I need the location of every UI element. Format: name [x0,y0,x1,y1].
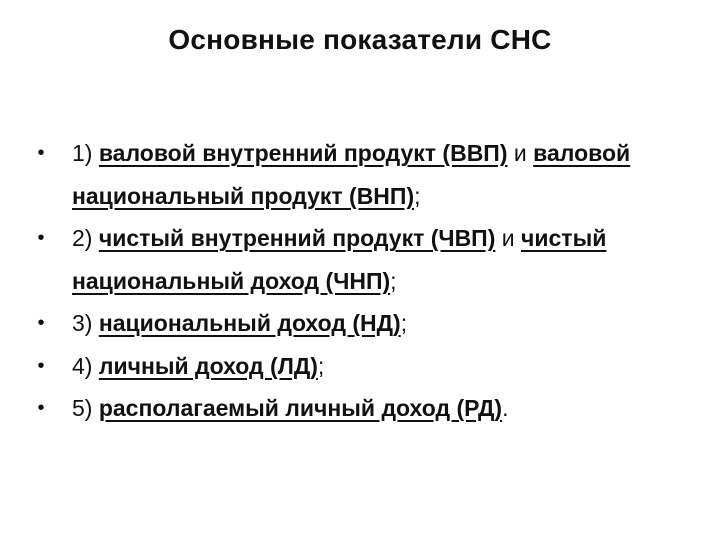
item-number: 4) [72,352,99,379]
bullet-icon: • [37,227,45,249]
item-end: ; [400,310,408,336]
term-gdp: валовой внутренний продукт (ВВП) [98,140,508,166]
list-item [36,302,676,345]
item-number: 5) [72,395,99,421]
item-number: 1) [72,140,99,166]
conjunction: и [495,225,522,251]
item-end: ; [414,182,421,209]
item-number: 3) [72,310,99,336]
bullet-icon: • [37,312,45,334]
term-ndp: чистый внутренний продукт (ЧВП) [98,225,496,251]
list-item [36,387,676,430]
item-number: 2) [72,225,99,251]
item-end: ; [317,352,325,379]
term-nnp: чистый национальный доход (ЧНП) [72,225,607,294]
slide-title: Основные показатели СНС [168,24,552,55]
bullet-icon: • [37,354,45,377]
item-end: . [502,395,509,421]
indicator-list [36,132,676,430]
term-gnp: валовой национальный продукт (ВНП) [72,140,631,209]
term-ni: национальный доход (НД) [98,310,401,336]
list-item [36,345,676,388]
list-item [36,132,676,217]
list-item [36,217,676,302]
bullet-icon: • [37,397,45,419]
item-end: ; [390,267,397,294]
conjunction: и [507,140,534,166]
term-pi: личный доход (ЛД) [98,352,318,379]
term-dpi: располагаемый личный доход (РД) [98,395,503,421]
bullet-icon: • [37,142,45,164]
